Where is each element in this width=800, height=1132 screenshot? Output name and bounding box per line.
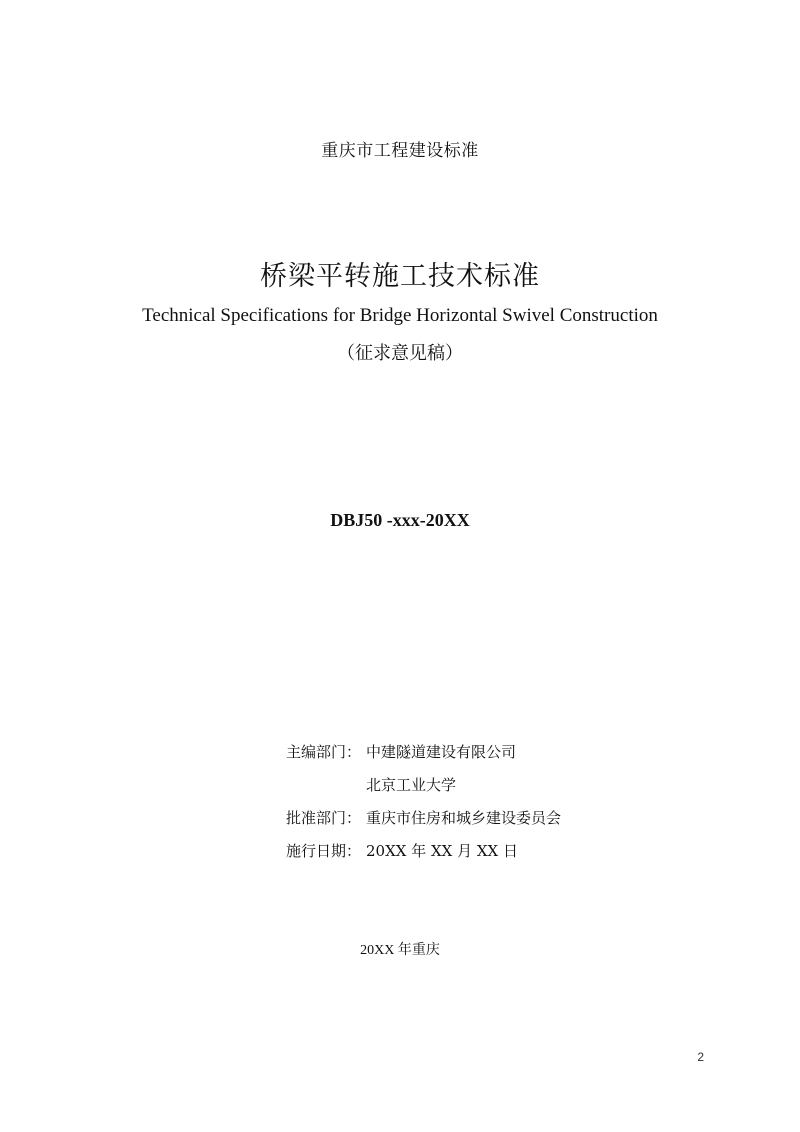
place-and-year: 20XX 年重庆: [360, 943, 440, 958]
standard-series: 重庆市工程建设标准: [321, 141, 479, 161]
approver-row: [286, 808, 561, 828]
editor-row: [286, 742, 516, 762]
approver-label: 批准部门：: [286, 809, 362, 827]
editor-value-1: 中建隧道建设有限公司: [366, 743, 517, 761]
effective-date-value: 20XX 年 XX 月 XX 日: [366, 842, 518, 860]
editor-label: 主编部门：: [286, 743, 362, 761]
standard-code: DBJ50 -xxx-20XX: [330, 510, 470, 530]
draft-note: （征求意见稿）: [337, 343, 463, 364]
editor-row-2: [286, 775, 456, 795]
effective-date-row: [286, 841, 518, 861]
effective-date-label: 施行日期：: [286, 842, 362, 860]
document-title-en: Technical Specifications for Bridge Horizontal Swivel Construction: [142, 305, 658, 326]
document-title-cn: 桥梁平转施工技术标准: [260, 261, 540, 292]
page-number: 2: [697, 1050, 704, 1064]
editor-value-2: 北京工业大学: [366, 776, 457, 794]
approver-value: 重庆市住房和城乡建设委员会: [366, 809, 562, 827]
